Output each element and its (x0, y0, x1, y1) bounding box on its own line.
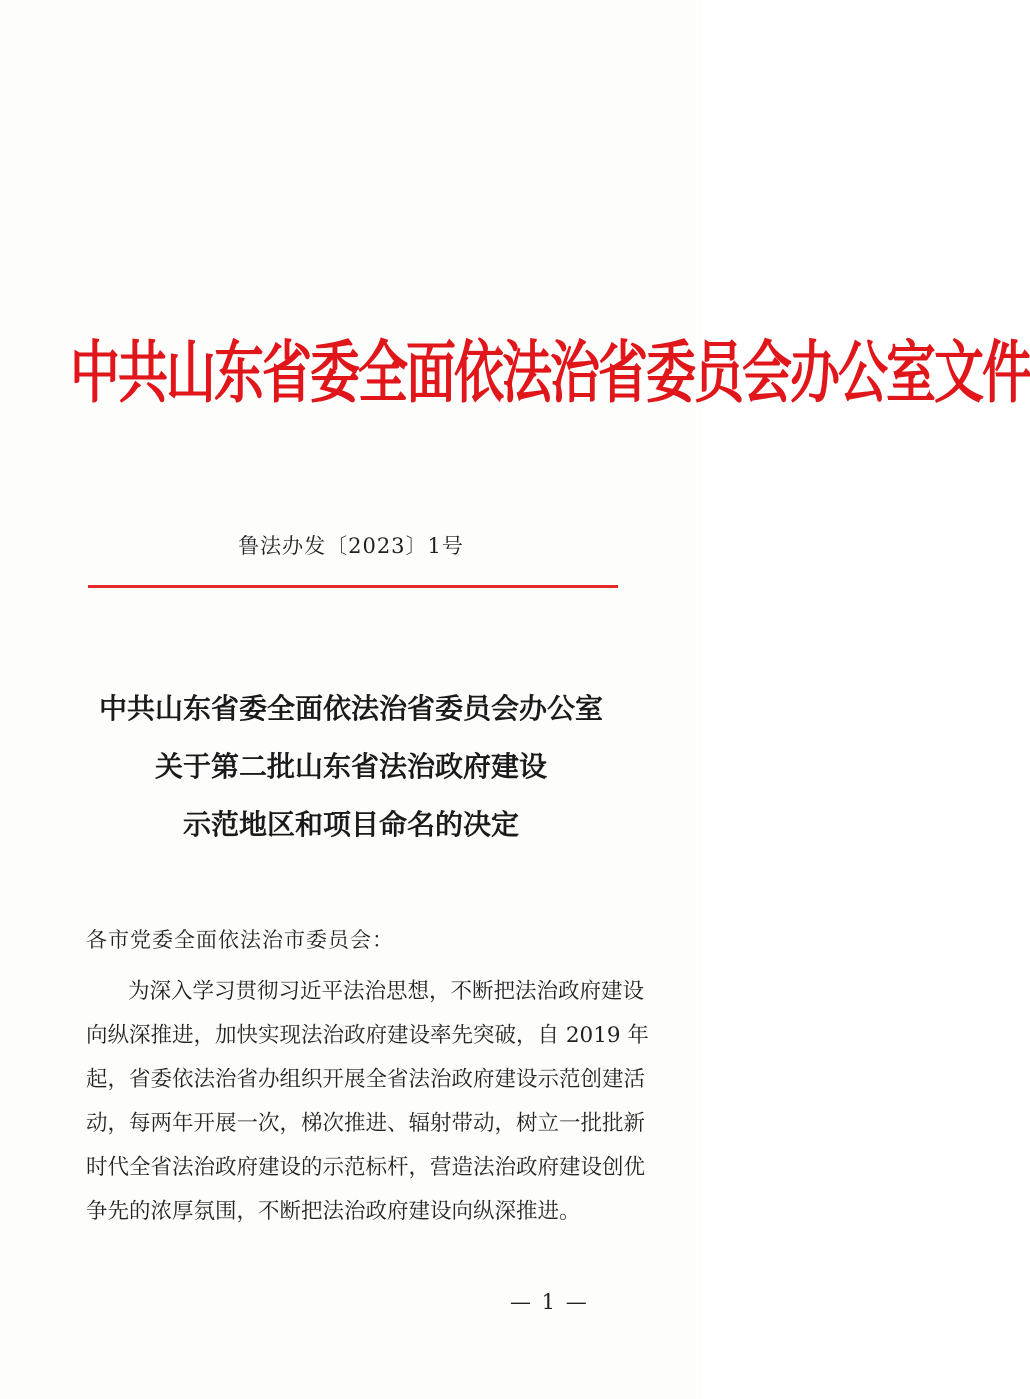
page-number: — 1 — (510, 1290, 589, 1314)
document-number: 鲁法办发〔2023〕1号 (238, 534, 464, 558)
body-line: 时代全省法治政府建设的示范标杆，营造法治政府建设创优 (86, 1155, 646, 1180)
salutation: 各市党委全面依法治市委员会： (86, 928, 394, 952)
document-title (0, 680, 702, 854)
body-line: 动，每两年开展一次，梯次推进、辐射带动，树立一批批新 (86, 1111, 646, 1136)
body-line: 起，省委依法治省办组织开展全省法治政府建设示范创建活 (86, 1067, 646, 1092)
title-line-3: 示范地区和项目命名的决定 (182, 808, 519, 841)
issuer-header-title: 中共山东省委全面依法治省委员会办公室文件 (70, 333, 1030, 413)
body-line: 向纵深推进，加快实现法治政府建设率先突破，自 2019 年 (86, 1023, 649, 1048)
body-paragraph (86, 970, 649, 1234)
body-line: 争先的浓厚氛围，不断把法治政府建设向纵深推进。 (86, 1199, 581, 1224)
body-line: 为深入学习贯彻习近平法治思想，不断把法治政府建设 (128, 979, 645, 1004)
title-line-2: 关于第二批山东省法治政府建设 (154, 750, 547, 783)
title-line-1: 中共山东省委全面依法治省委员会办公室 (98, 692, 603, 725)
red-divider-line (88, 585, 618, 588)
